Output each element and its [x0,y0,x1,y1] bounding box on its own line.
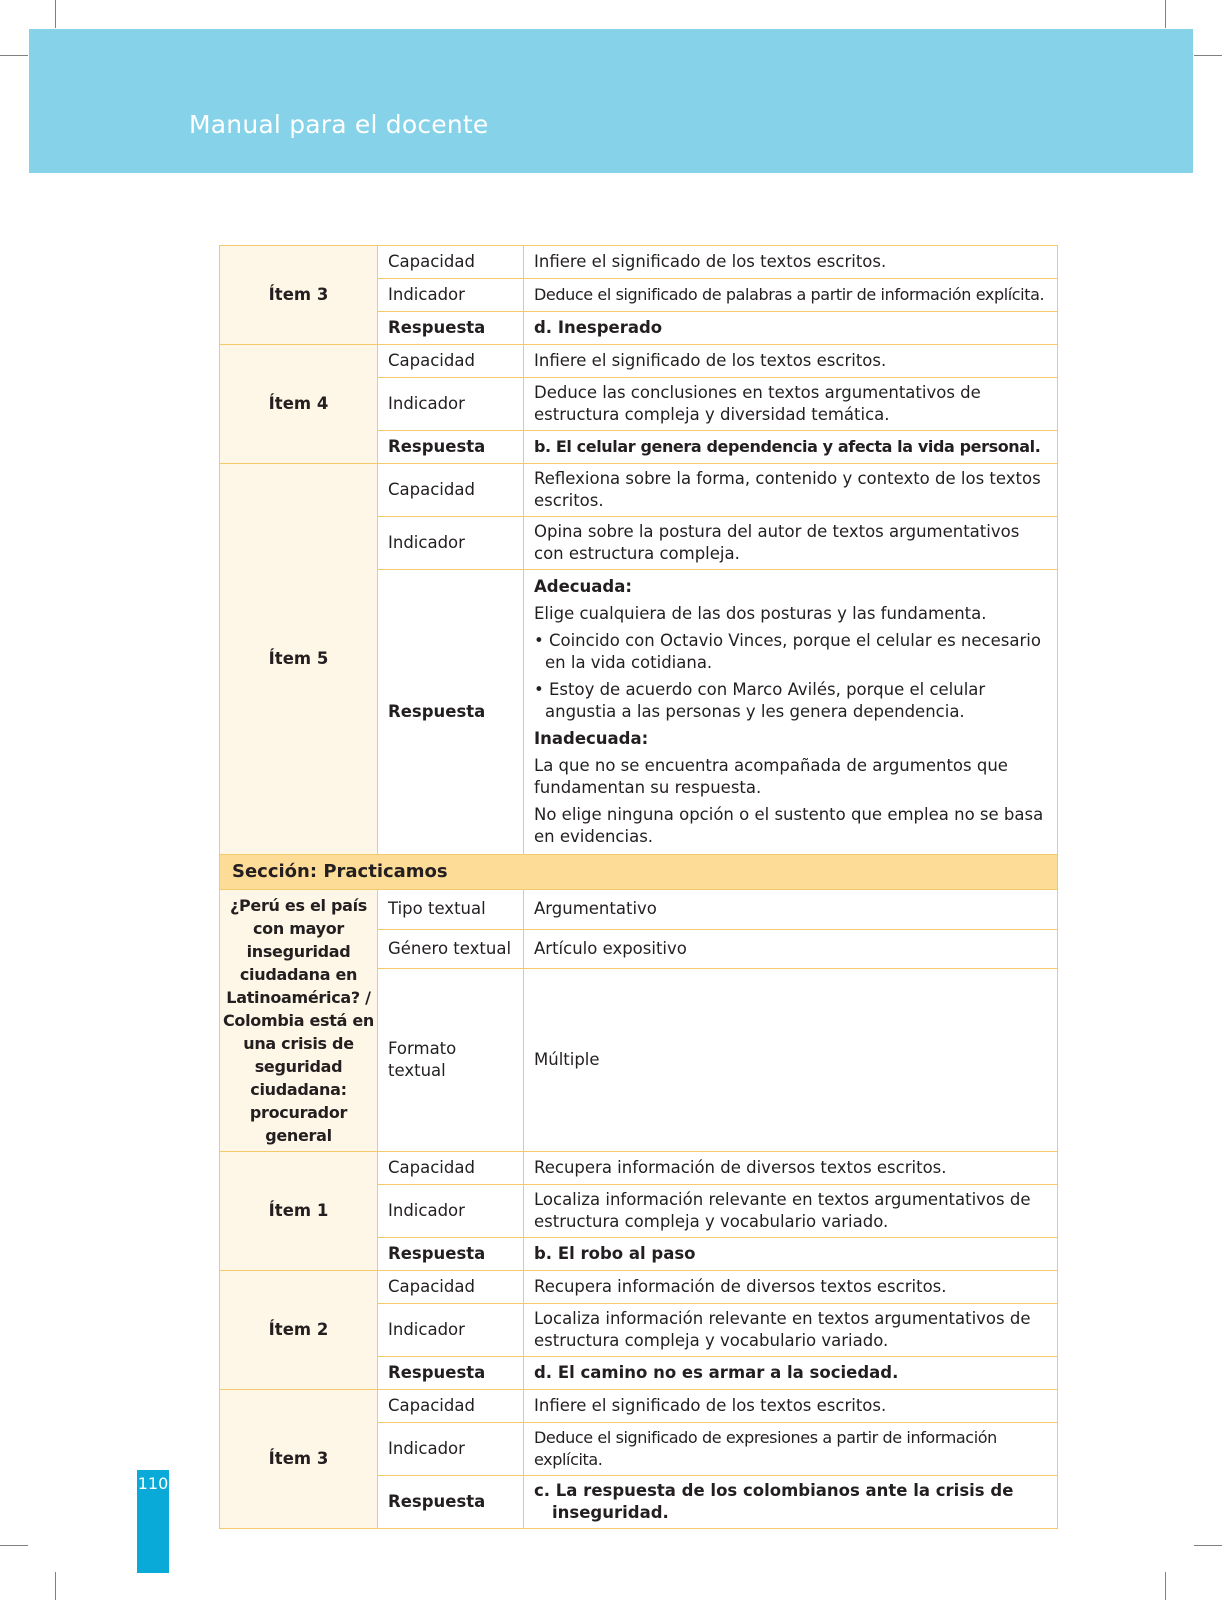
section-row [220,855,1058,890]
crop-mark [1165,1572,1166,1600]
inadecuada-heading: Inadecuada: [534,729,649,748]
page-number: 110 [137,1474,169,1493]
header-band [29,29,1193,173]
row-value: Infiere el significado de los textos escritos. [524,1390,1058,1423]
row-label: Indicador [378,1185,524,1238]
row-label: Tipo textual [378,890,524,930]
item-label: Ítem 2 [220,1271,378,1390]
table-row [220,1390,1058,1423]
row-label: Respuesta [378,431,524,464]
row-label: Respuesta [378,1238,524,1271]
crop-mark [0,1545,28,1546]
page-title: Manual para el docente [189,110,489,139]
answer-value: d. El camino no es armar a la sociedad. [524,1357,1058,1390]
row-label: Capacidad [378,1271,524,1304]
bullet-item: • Coincido con Octavio Vinces, porque el celular es necesario en la vida cotidiana. [534,631,1041,672]
table-row [220,1152,1058,1185]
row-value: Argumentativo [524,890,1058,930]
row-value: Recupera información de diversos textos escritos. [524,1152,1058,1185]
item-label: Ítem 4 [220,345,378,464]
bullet-item: • Estoy de acuerdo con Marco Avilés, porque el celular angustia a las personas y les genera dependencia. [534,680,986,721]
answer-text: c. La respuesta de los colombianos ante la crisis de inseguridad. [534,1481,1014,1522]
table-row [220,246,1058,279]
row-label: Indicador [378,279,524,312]
answer-value [524,1476,1058,1529]
row-value: Deduce el significado de expresiones a partir de información explícita. [524,1423,1058,1476]
row-value: Recupera información de diversos textos escritos. [524,1271,1058,1304]
inadecuada-text: No elige ninguna opción o el sustento que emplea no se basa en evidencias. [534,805,1044,846]
adecuada-text: Elige cualquiera de las dos posturas y las fundamenta. [534,604,987,623]
row-label: Indicador [378,378,524,431]
row-label: Indicador [378,1304,524,1357]
table-row [220,1271,1058,1304]
assessment-table [219,245,1058,1529]
row-value: Infiere el significado de los textos escritos. [524,246,1058,279]
row-label: Respuesta [378,570,524,855]
crop-mark [55,1572,56,1600]
row-label: Capacidad [378,246,524,279]
row-value: Localiza información relevante en textos argumentativos de estructura compleja y vocabulario variado. [524,1304,1058,1357]
row-label: Género textual [378,929,524,969]
row-value: Reflexiona sobre la forma, contenido y contexto de los textos escritos. [524,464,1058,517]
answer-value: b. El celular genera dependencia y afecta la vida personal. [524,431,1058,464]
row-value: Opina sobre la postura del autor de textos argumentativos con estructura compleja. [524,517,1058,570]
crop-mark [1194,1545,1222,1546]
row-value: Localiza información relevante en textos argumentativos de estructura compleja y vocabulario variado. [524,1185,1058,1238]
table-row [220,890,1058,930]
crop-mark [1165,0,1166,28]
section-title: Sección: Practicamos [220,855,1058,890]
row-label: Capacidad [378,464,524,517]
item-label: Ítem 5 [220,464,378,855]
row-label: Indicador [378,517,524,570]
row-label: Indicador [378,1423,524,1476]
table-row [220,345,1058,378]
crop-mark [1194,55,1222,56]
row-label: Capacidad [378,1390,524,1423]
row-value: Artículo expositivo [524,929,1058,969]
reading-title: ¿Perú es el país con mayor inseguridad ciudadana en Latinoamérica? / Colombia está en una crisis de seguridad ciudadana: procurador general [220,890,378,1152]
row-value: Deduce las conclusiones en textos argumentativos de estructura compleja y diversidad temática. [524,378,1058,431]
crop-mark [55,0,56,28]
row-label: Respuesta [378,1357,524,1390]
item-label: Ítem 3 [220,246,378,345]
row-label: Formato textual [378,969,524,1152]
answer-value: b. El robo al paso [524,1238,1058,1271]
row-label: Respuesta [378,1476,524,1529]
answer-value: d. Inesperado [524,312,1058,345]
row-label: Respuesta [378,312,524,345]
row-value: Deduce el significado de palabras a partir de información explícita. [524,279,1058,312]
adecuada-heading: Adecuada: [534,577,632,596]
row-value: Infiere el significado de los textos escritos. [524,345,1058,378]
row-label: Capacidad [378,345,524,378]
answer-block [524,570,1058,855]
crop-mark [0,55,28,56]
inadecuada-text: La que no se encuentra acompañada de argumentos que fundamentan su respuesta. [534,756,1008,797]
table-row [220,464,1058,517]
item-label: Ítem 3 [220,1390,378,1529]
item-label: Ítem 1 [220,1152,378,1271]
row-label: Capacidad [378,1152,524,1185]
row-value: Múltiple [524,969,1058,1152]
